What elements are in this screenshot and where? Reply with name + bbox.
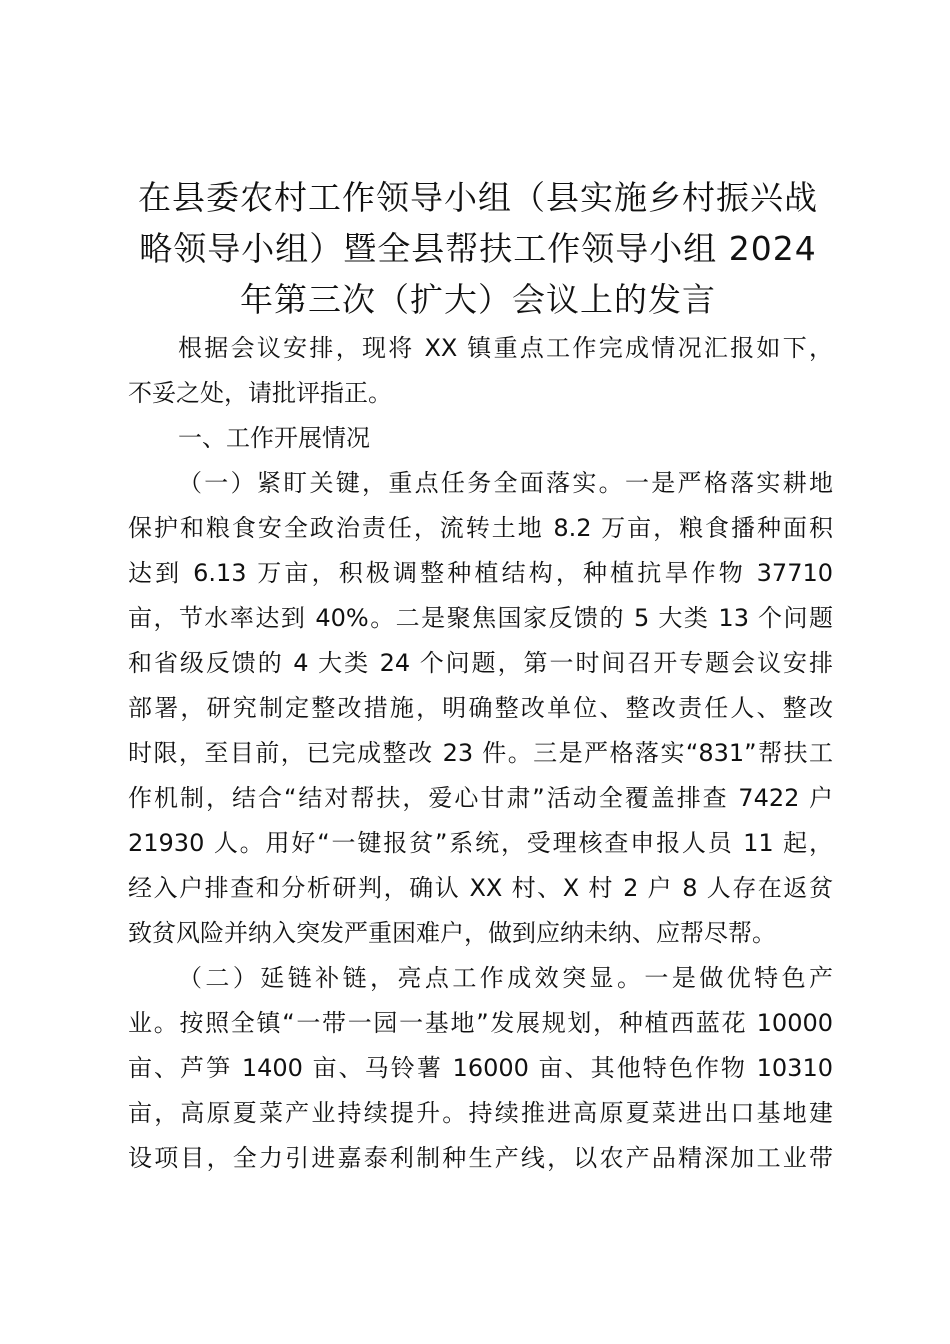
text-line: 和省级反馈的 4 大类 24 个问题，第一时间召开专题会议安排 — [128, 649, 833, 677]
text-line: 业。按照全镇“一带一园一基地”发展规划，种植西蓝花 10000 — [128, 1009, 833, 1037]
title-line: 略领导小组）暨全县帮扶工作领导小组 2024 — [139, 229, 817, 268]
text-line: 保护和粮食安全政治责任，流转土地 8.2 万亩，粮食播种面积 — [128, 514, 833, 542]
text-line: 作机制，结合“结对帮扶，爱心甘肃”活动全覆盖排查 7422 户 — [128, 784, 833, 812]
text-line: 时限，至目前，已完成整改 23 件。三是严格落实“831”帮扶工 — [128, 739, 833, 767]
title-line: 年第三次（扩大）会议上的发言 — [240, 280, 716, 319]
paragraph-key-tasks — [128, 461, 833, 956]
text-line: 不妥之处，请批评指正。 — [128, 379, 392, 407]
text-line: 设项目，全力引进嘉泰利制种生产线，以农产品精深加工业带 — [128, 1144, 833, 1172]
document-body — [128, 326, 833, 1181]
text-line: 亩，高原夏菜产业持续提升。持续推进高原夏菜进出口基地建 — [128, 1099, 833, 1127]
text-line: 部署，研究制定整改措施，明确整改单位、整改责任人、整改 — [128, 694, 833, 722]
text-line: 达到 6.13 万亩，积极调整种植结构，种植抗旱作物 37710 — [128, 559, 833, 587]
text-line: 经入户排查和分析研判，确认 XX 村、X 村 2 户 8 人存在返贫 — [128, 874, 833, 902]
text-line: 亩，节水率达到 40%。二是聚焦国家反馈的 5 大类 13 个问题 — [128, 604, 833, 632]
text-line: （一）紧盯关键，重点任务全面落实。一是严格落实耕地 — [178, 469, 833, 497]
intro-paragraph — [128, 326, 833, 416]
title-line: 在县委农村工作领导小组（县实施乡村振兴战 — [138, 178, 818, 217]
text-line: 21930 人。用好“一键报贫”系统，受理核查申报人员 11 起， — [128, 829, 833, 857]
text-line: 根据会议安排，现将 XX 镇重点工作完成情况汇报如下， — [178, 334, 833, 362]
text-line: （二）延链补链，亮点工作成效突显。一是做优特色产 — [178, 964, 833, 992]
text-line: 致贫风险并纳入突发严重困难户，做到应纳未纳、应帮尽帮。 — [128, 919, 776, 947]
document-title — [118, 172, 838, 325]
section-heading — [128, 416, 833, 461]
paragraph-highlights — [128, 956, 833, 1181]
text-line: 亩、芦笋 1400 亩、马铃薯 16000 亩、其他特色作物 10310 — [128, 1054, 833, 1082]
section-heading-text: 一、工作开展情况 — [178, 424, 370, 452]
